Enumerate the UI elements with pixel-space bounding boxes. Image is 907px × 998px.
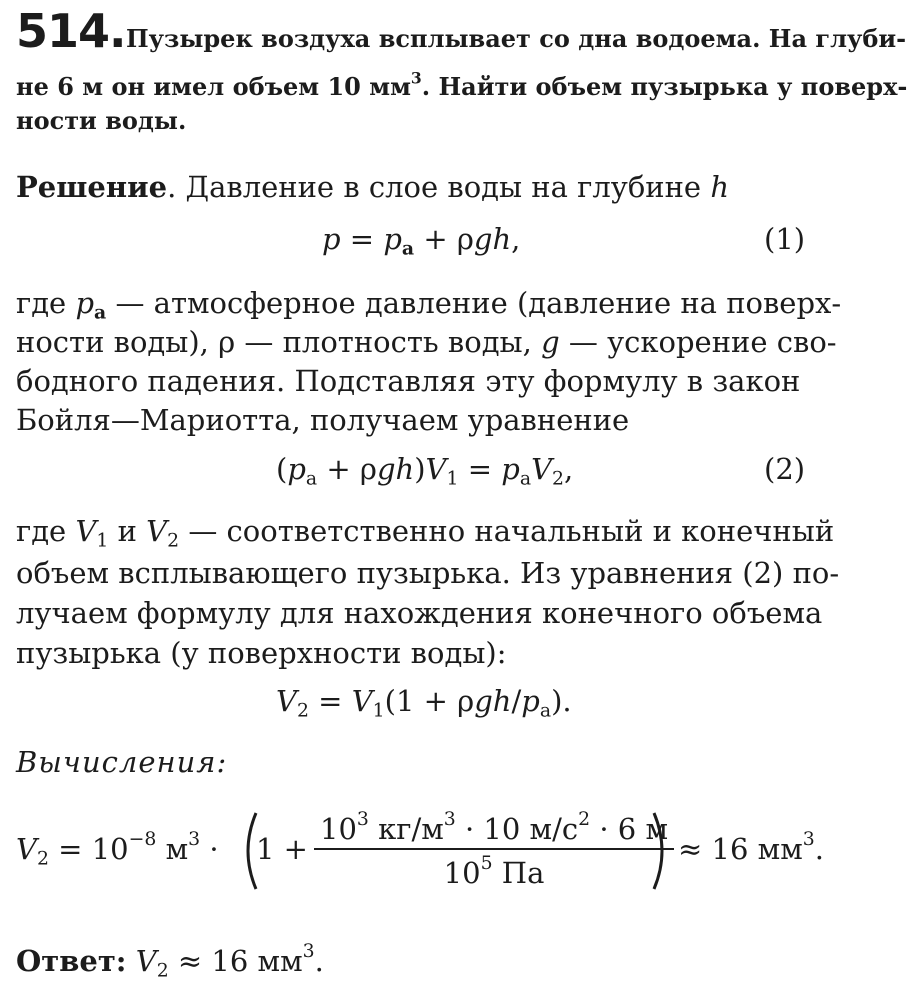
equation-1-number: (1) [764, 222, 806, 256]
problem-text-line-2: не 6 м он имел объем 10 $мм^3$. Найти объем пузырька у поверх- [16, 68, 907, 101]
problem-number: 514. [16, 4, 126, 58]
calculation-result: ≈ 16 $мм^3$. [678, 828, 824, 866]
calculations-label: Вычисления: [16, 745, 228, 779]
equation-2: $(p_a + \rho gh)V_1 = p_aV_2$, [276, 452, 574, 490]
text-line: где $V_1$ и $V_2$ — соответственно начальный и конечный [16, 514, 835, 552]
solution-intro: Решение. Давление в слое воды на глубине h [16, 170, 730, 204]
calculation-fraction: $\frac{10^3 кг/м^3 \cdot 10 м/с^2 \cdot 6 м}{10^5 Па}$ [314, 812, 674, 890]
text-line: ности воды), ρ — плотность воды, g — ускорение сво- [16, 325, 837, 359]
solution-label: Решение [16, 170, 168, 204]
right-paren [648, 810, 674, 892]
problem-text-line-3: ности воды. [16, 106, 187, 135]
calculation-lhs: $V_2 = 10^{-8}$ $м^3$ · [16, 828, 219, 870]
text-line: лучаем формулу для нахождения конечного объема [16, 596, 823, 630]
text-line: Бойля—Мариотта, получаем уравнение [16, 403, 630, 437]
text-line: где $p_a$ — атмосферное давление (давление на поверх- [16, 286, 842, 324]
answer-label: Ответ: [16, 944, 127, 978]
equation-1: $p = p_a + \rho gh$, [322, 222, 521, 260]
text-line: бодного падения. Подставляя эту формулу в закон [16, 364, 801, 398]
answer: Ответ: $V_2 \approx 16$ $мм^3$. [16, 940, 324, 982]
problem-text-line-1: Пузырек воздуха всплывает со дна водоема. На глуби- [126, 24, 907, 53]
equation-3: $V_2 = V_1(1 + \rho gh/p_a)$. [276, 684, 572, 722]
text-line: пузырька (у поверхности воды): [16, 636, 507, 670]
equation-2-number: (2) [764, 452, 806, 486]
text-line: объем всплывающего пузырька. Из уравнения (2) по- [16, 556, 840, 590]
calculation-one-plus: 1 + [256, 832, 308, 866]
